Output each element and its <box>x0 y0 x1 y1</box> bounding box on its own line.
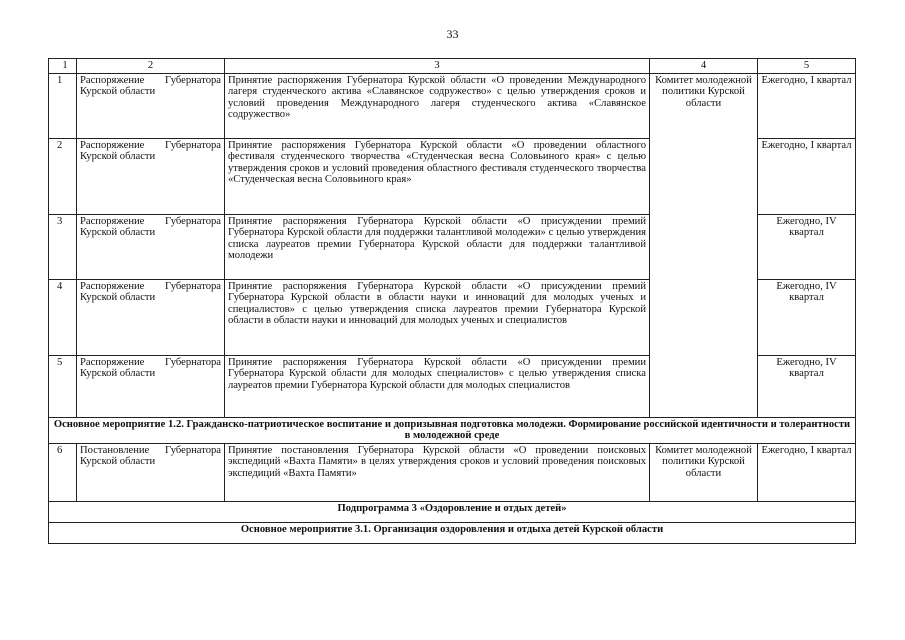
row-number: 1 <box>49 74 77 139</box>
header-col-5: 5 <box>758 59 856 74</box>
measure-description: Принятие постановления Губернатора Курской области «О проведении поисковых экспедиций «Вахта Памяти» в целях утверждения сроков и условий проведения поисковых экспедиций «Вахта Памяти» <box>225 443 650 501</box>
row-number: 2 <box>49 139 77 215</box>
term: Ежегодно, I квартал <box>758 139 856 215</box>
section-heading-1-2: Основное мероприятие 1.2. Гражданско-патриотическое воспитание и допризывная подготовка молодежи. Формирование российской идентичности и толерантности в молодежной среде <box>49 418 856 444</box>
row-number: 6 <box>49 443 77 501</box>
document-type: Постановление Губернатора Курской области <box>77 443 225 501</box>
table-row <box>49 443 856 501</box>
section-row <box>49 418 856 444</box>
table-row <box>49 74 856 139</box>
page-number: 33 <box>446 27 459 41</box>
executor: Комитет молодежной политики Курской области <box>650 74 758 418</box>
term: Ежегодно, IV квартал <box>758 280 856 356</box>
document-type: Распоряжение Губернатора Курской области <box>77 139 225 215</box>
term: Ежегодно, I квартал <box>758 443 856 501</box>
term: Ежегодно, I квартал <box>758 74 856 139</box>
table-header-row <box>49 59 856 74</box>
executor: Комитет молодежной политики Курской области <box>650 443 758 501</box>
document-type: Распоряжение Губернатора Курской области <box>77 280 225 356</box>
measure-description: Принятие распоряжения Губернатора Курской области «О присуждении премий Губернатора Курской области в области науки и инноваций для молодых ученых и специалистов» с целью утверждения списка лауреатов премии Губернатора Курской области в области науки и инноваций для молодых ученых и специалистов <box>225 280 650 356</box>
document-type: Распоряжение Губернатора Курской области <box>77 74 225 139</box>
header-col-2: 2 <box>77 59 225 74</box>
section-heading-3-1: Основное мероприятие 3.1. Организация оздоровления и отдыха детей Курской области <box>49 522 856 543</box>
header-col-3: 3 <box>225 59 650 74</box>
subprogram-heading-3: Подпрограмма 3 «Оздоровление и отдых детей» <box>49 501 856 522</box>
measure-description: Принятие распоряжения Губернатора Курской области «О проведении Международного лагеря студенческого актива «Славянское содружество» с целью утверждения сроков и условий проведения Международного лагеря студенческого актива «Славянское содружество» <box>225 74 650 139</box>
row-number: 4 <box>49 280 77 356</box>
row-number: 5 <box>49 356 77 418</box>
subprogram-row <box>49 501 856 522</box>
measure-description: Принятие распоряжения Губернатора Курской области «О присуждении премии Губернатора Курской области для молодых специалистов» с целью утверждения списка лауреатов премии Губернатора Курской области для молодых специалистов <box>225 356 650 418</box>
measures-table <box>48 58 856 544</box>
term: Ежегодно, IV квартал <box>758 356 856 418</box>
header-col-4: 4 <box>650 59 758 74</box>
header-col-1: 1 <box>49 59 77 74</box>
document-type: Распоряжение Губернатора Курской области <box>77 356 225 418</box>
measure-description: Принятие распоряжения Губернатора Курской области «О проведении областного фестиваля студенческого творчества «Студенческая весна Соловьиного края» с целью утверждения сроков и условий проведения областного фестиваля студенческого творчества «Студенческая весна Соловьиного края» <box>225 139 650 215</box>
section-row <box>49 522 856 543</box>
term: Ежегодно, IV квартал <box>758 215 856 280</box>
measure-description: Принятие распоряжения Губернатора Курской области «О присуждении премий Губернатора Курской области для поддержки талантливой молодежи» с целью утверждения списка лауреатов премии Губернатора Курской области для поддержки талантливой молодежи <box>225 215 650 280</box>
document-type: Распоряжение Губернатора Курской области <box>77 215 225 280</box>
row-number: 3 <box>49 215 77 280</box>
